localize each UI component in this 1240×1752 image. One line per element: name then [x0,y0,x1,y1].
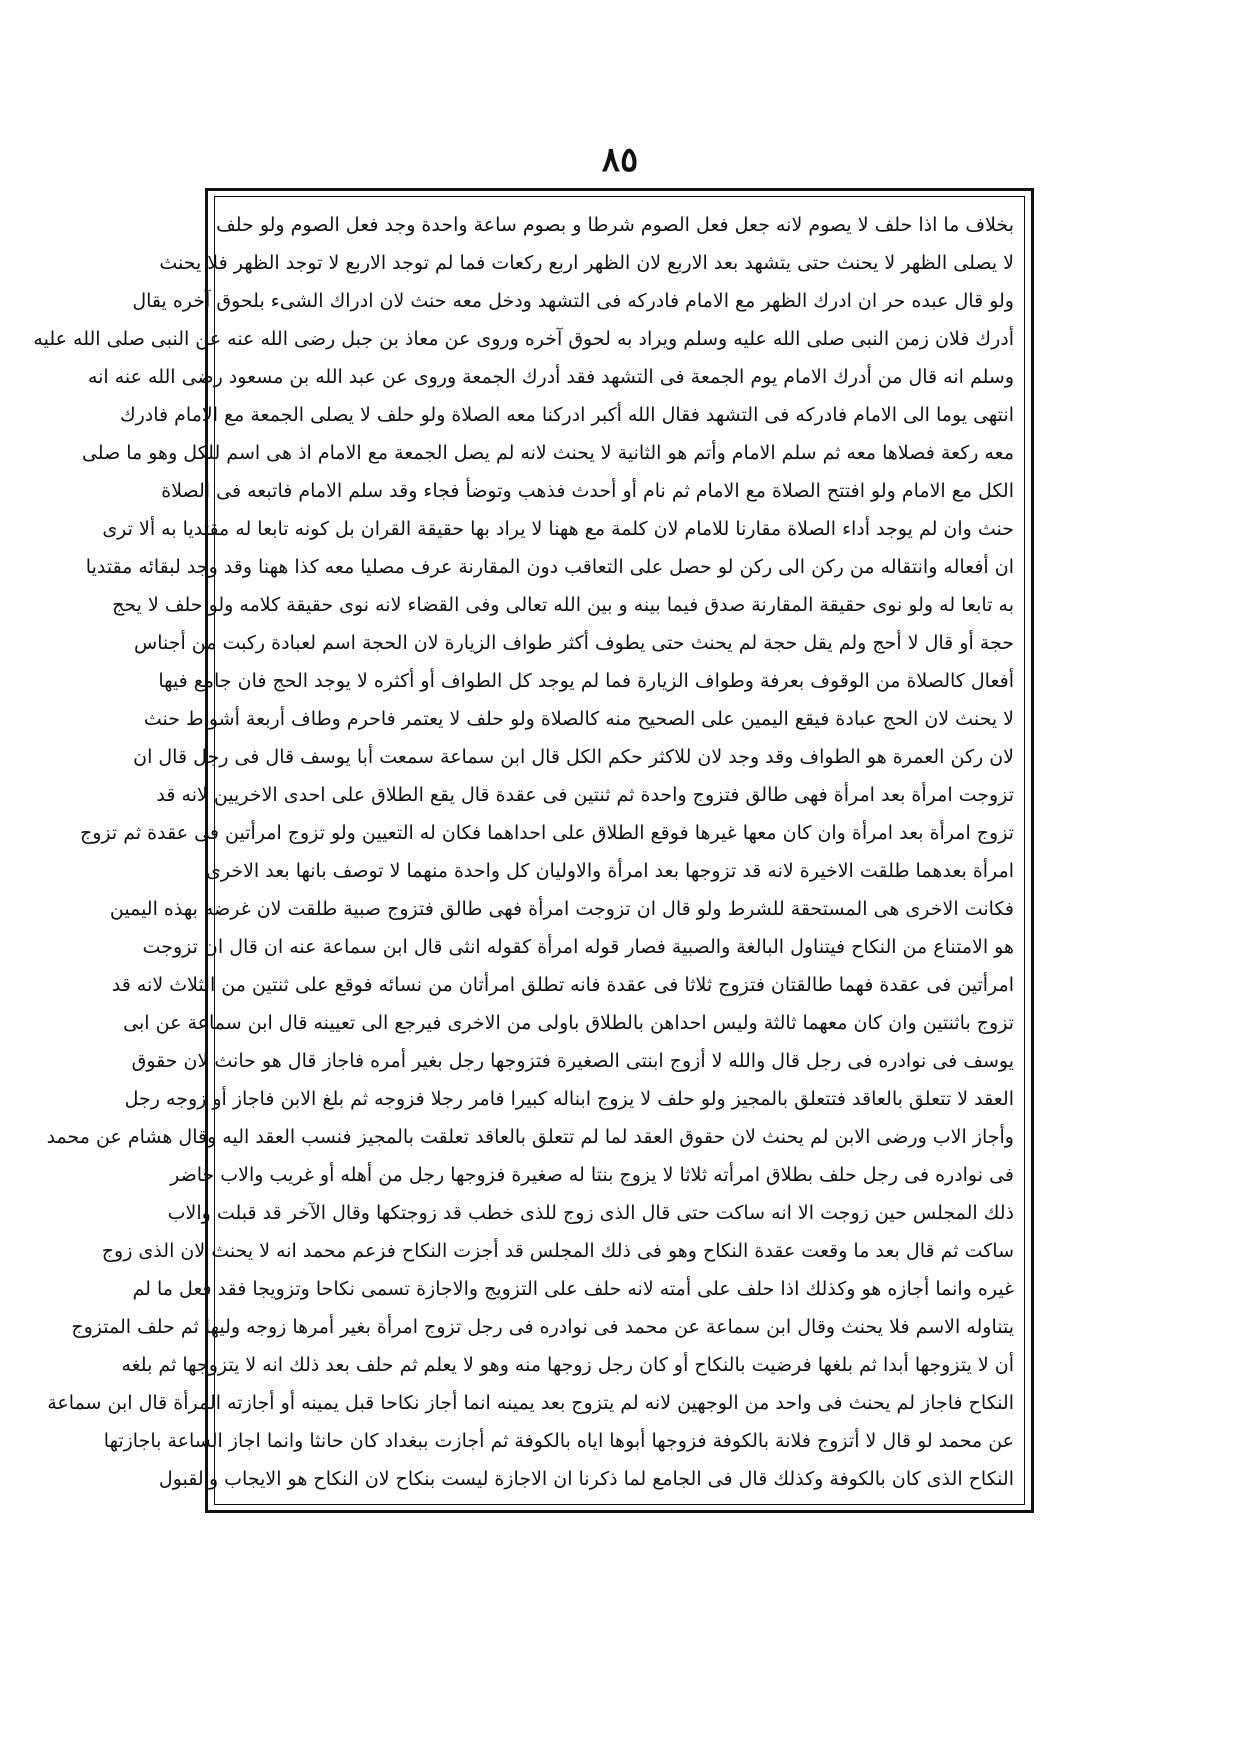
text-line: تزوج امرأة بعد امرأة وان كان معها غيرها فوقع الطلاق على احداهما فكان له التعيين ولو تزوج امرأتين فى عقدة ثم تزوج [79,822,1014,844]
text-line: يوسف فى نوادره فى رجل قال والله لا أزوج ابنتى الصغيرة فتزوجها رجل بغير أمره فاجاز قال هو حانث لان حقوق [131,1050,1014,1072]
text-line: امرأة بعدهما طلقت الاخيرة لانه قد تزوجها بعد امرأة والاوليان كل واحدة منهما لا توصف بانها بعد الاخرى [205,860,1014,882]
text-line: لا يصلى الظهر لا يحنث حتى يتشهد بعد الاربع لان الظهر اربع ركعات فما لم توجد الاربع لا توجد الظهر فلا يحنث [159,252,1014,274]
text-line: غيره وانما أجازه هو وكذلك اذا حلف على أمته لانه حلف على التزويج والاجازة تسمى نكاحا وتزويجا فقد فعل ما لم [132,1278,1014,1300]
text-line: أفعال كالصلاة من الوقوف بعرفة وطواف الزيارة فما لم يوجد كل الطواف أو أكثره لا يوجد الحج فان جامع فيها [158,670,1014,692]
text-line: حنث وان لم يوجد أداء الصلاة مقارنا للامام لان كلمة مع ههنا لا يراد بها حقيقة القران بل كونه تابعا له مقتديا به ألا ترى [102,518,1014,540]
text-line: امرأتين فى عقدة فهما طالقتان فتزوج ثلاثا فى عقدة فانه تطلق امرأتان من نسائه فوقع على ثنتين من الثلاث لانه قد [111,974,1014,996]
text-line: الكل مع الامام ولو افتتح الصلاة مع الامام ثم نام أو أحدث فذهب وتوضأ فجاء وقد سلم الامام فاتبعه فى الصلاة [161,480,1014,502]
text-line: العقد لا تتعلق بالعاقد فتتعلق بالمجيز ولو حلف لا يزوج ابناله كبيرا فامر رجلا فزوجه ثم بلغ الابن فاجاز أو زوجه رجل [124,1088,1014,1110]
text-line: هو الامتناع من النكاح فيتناول البالغة والصبية فصار قوله امرأة كقوله انثى قال ابن سماعة عنه ان قال ان تزوجت [142,936,1014,958]
text-line: النكاح فاجاز لم يحنث فى واحد من الوجهين لانه لم يتزوج بعد يمينه انما أجاز نكاحا قبل يمينه أو أجازته المرأة قال ابن سماعة [47,1392,1014,1414]
text-line: بخلاف ما اذا حلف لا يصوم لانه جعل فعل الصوم شرطا و بصوم ساعة واحدة وجد فعل الصوم ولو حلف [216,214,1014,236]
text-line: عن محمد لو قال لا أتزوج فلانة بالكوفة فزوجها أبوها اياه بالكوفة ثم أجازت ببغداد كان حانثا وانما اجاز الساعة باجازتها [103,1430,1014,1452]
text-line: انتهى يوما الى الامام فادركه فى التشهد فقال الله أكبر ادركنا معه الصلاة ولو حلف لا يصلى الجمعة مع الامام فادرك [119,404,1014,426]
text-line: ساكت ثم قال بعد ما وقعت عقدة النكاح وهو فى ذلك المجلس قد أجزت النكاح فزعم محمد انه لا يحنث لان الذى زوج [101,1240,1014,1262]
text-line: لان ركن العمرة هو الطواف وقد وجد لان للاكثر حكم الكل قال ابن سماعة سمعت أبا يوسف قال فى رجل قال ان [133,746,1014,768]
text-line: تزوجت امرأة بعد امرأة فهى طالق فتزوج واحدة ثم ثنتين فى عقدة قال يقع الطلاق على احدى الاخريين لانه قد [156,784,1014,806]
main-text-block [33,206,1014,1498]
text-line: ان أفعاله وانتقاله من ركن الى ركن لو حصل على التعاقب دون المقارنة عرف مصليا معه كذا ههنا وقد وجد لبقائه مقتديا [85,556,1014,578]
text-line: فكانت الاخرى هى المستحقة للشرط ولو قال ان تزوجت امرأة فهى طالق فتزوج صبية طلقت لان غرضه بهذه اليمين [109,898,1014,920]
text-line: أدرك فلان زمن النبى صلى الله عليه وسلم ويراد به لحوق آخره وروى عن معاذ بن جبل رضى الله عنه عن النبى صلى الله عليه [33,328,1014,350]
text-line: معه ركعة فصلاها معه ثم سلم الامام وأتم هو الثانية لا يحنث لانه لم يصل الجمعة مع الامام اذ هى اسم للكل وهو ما صلى [81,442,1014,464]
text-line: وسلم انه قال من أدرك الامام يوم الجمعة فى التشهد فقد أدرك الجمعة وروى عن عبد الله بن مسعود رضى الله عنه انه [87,366,1014,388]
text-line: تزوج باثنتين وان كان معهما ثالثة وليس احداهن بالطلاق باولى من الاخرى فيرجع الى تعيينه قال ابن سماعة عن ابى [123,1012,1014,1034]
text-line: ذلك المجلس حين زوجت الا انه ساكت حتى قال الذى زوج للذى خطب قد زوجتكها وقال الآخر قد قبلت والاب [167,1202,1014,1224]
text-line: به تابعا له ولو نوى حقيقة المقارنة صدق فيما بينه و بين الله تعالى وفى القضاء لانه نوى حقيقة كلامه ولو حلف لا يحج [112,594,1014,616]
text-line: وأجاز الاب ورضى الابن لم يحنث لان حقوق العقد لما لم تتعلق بالعاقد تعلقت بالمجيز فنسب العقد اليه وقال هشام عن محمد [46,1126,1014,1148]
text-line: فى نوادره فى رجل حلف بطلاق امرأته ثلاثا لا يزوج بنتا له صغيرة فزوجها رجل من أهله أو غريب والاب حاضر [170,1164,1014,1186]
text-line: يتناوله الاسم فلا يحنث وقال ابن سماعة عن محمد فى نوادره فى رجل تزوج امرأة بغير أمرها زوجه وليها ثم حلف المتزوج [71,1316,1014,1338]
page-number: ٨٥ [601,140,639,180]
text-line: أن لا يتزوجها أبدا ثم بلغها فرضيت بالنكاح أو كان رجل زوجها منه وهو لا يعلم ثم حلف بعد ذلك انه لا يتزوجها ثم بلغه [121,1354,1014,1376]
text-line: ولو قال عبده حر ان ادرك الظهر مع الامام فادركه فى التشهد ودخل معه حنث لان ادراك الشىء بلحوق آخره يقال [132,290,1014,312]
text-line: حجة أو قال لا أحج ولم يقل حجة لم يحنث حتى يطوف أكثر طواف الزيارة لان الحجة اسم لعبادة ركبت من أجناس [134,632,1014,654]
text-line: النكاح الذى كان بالكوفة وكذلك قال فى الجامع لما ذكرنا ان الاجازة ليست بنكاح لان النكاح هو الايجاب والقبول [158,1468,1014,1490]
text-line: لا يحنث لان الحج عبادة فيقع اليمين على الصحيح منه كالصلاة ولو حلف لا يعتمر فاحرم وطاف أربعة أشواط حنث [143,708,1014,730]
